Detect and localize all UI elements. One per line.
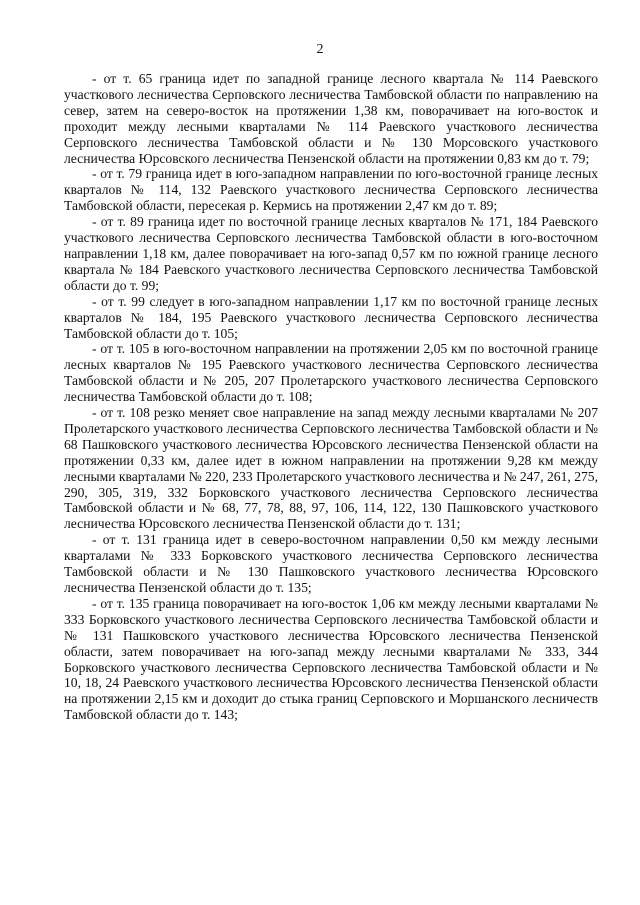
paragraph-boundary-108: - от т. 108 резко меняет свое направление на запад между лесными кварталами № 207 Пролетарского участкового лесничества Серповского лесничества Тамбовской области и № 68 Пашковского участкового лесничества Юрсовского лесничества Пензенской области на протяжении 0,33 км, далее идет в южном направлении на протяжении 9,28 км между лесными кварталами № 220, 233 Пролетарского участкового лесничества и № 247, 261, 275, 290, 305, 319, 332 Борковского участкового лесничества Серповского лесничества Тамбовской области и № 68, 77, 78, 88, 97, 106, 114, 122, 130 Пашковского участкового лесничества Юрсовского лесничества Пензенской области до т. 131;: [64, 405, 598, 532]
paragraph-boundary-79: - от т. 79 граница идет в юго-западном направлении по юго-восточной границе лесных кварталов № 114, 132 Раевского участкового лесничества Серповского лесничества Тамбовской области, пересекая р. Кермись на протяжении 2,47 км до т. 89;: [64, 166, 598, 214]
paragraph-boundary-65: - от т. 65 граница идет по западной границе лесного квартала № 114 Раевского участкового лесничества Серповского лесничества Тамбовской области по направлению на север, затем на северо-восток на протяжении 1,38 км, поворачивает на юго-восток и проходит между лесными кварталами № 114 Раевского участкового лесничества Серповского лесничества Тамбовской области и № 130 Морсовского участкового лесничества Юрсовского лесничества Пензенской области на протяжении 0,83 км до т. 79;: [64, 71, 598, 166]
paragraph-boundary-99: - от т. 99 следует в юго-западном направлении 1,17 км по восточной границе лесных кварталов № 184, 195 Раевского участкового лесничества Серповского лесничества Тамбовской области до т. 105;: [64, 293, 598, 341]
page-number: 2: [316, 42, 324, 57]
paragraph-boundary-89: - от т. 89 граница идет по восточной границе лесных кварталов № 171, 184 Раевского участкового лесничества Серповского лесничества Тамбовской области в юго-восточном направлении 1,18 км, далее поворачивает на юго-запад 0,57 км по южной границе лесного квартала № 184 Раевского участкового лесничества Серповского лесничества Тамбовской области до т. 99;: [64, 214, 598, 293]
document-body: [64, 71, 598, 723]
paragraph-boundary-131: - от т. 131 граница идет в северо-восточном направлении 0,50 км между лесными кварталами № 333 Борковского участкового лесничества Серповского лесничества Тамбовской области и № 130 Пашковского участкового лесничества Юрсовского лесничества Пензенской области до т. 135;: [64, 532, 598, 595]
paragraph-boundary-135: - от т. 135 граница поворачивает на юго-восток 1,06 км между лесными кварталами № 333 Борковского участкового лесничества Серповского лесничества Тамбовской области и № 131 Пашковского участкового лесничества Юрсовского лесничества Пензенской области, затем поворачивает на юго-запад между лесными кварталами № 333, 344 Борковского участкового лесничества Серповского лесничества Тамбовской области и № 10, 18, 24 Раевского участкового лесничества Юрсовского лесничества Пензенской области на протяжении 2,15 км и доходит до стыка границ Серповского и Моршанского лесничеств Тамбовской области до т. 143;: [64, 595, 598, 723]
paragraph-boundary-105: - от т. 105 в юго-восточном направлении на протяжении 2,05 км по восточной границе лесных кварталов № 195 Раевского участкового лесничества Серповского лесничества Тамбовской области и № 205, 207 Пролетарского участкового лесничества Серповского лесничества Тамбовской области до т. 108;: [64, 341, 598, 405]
